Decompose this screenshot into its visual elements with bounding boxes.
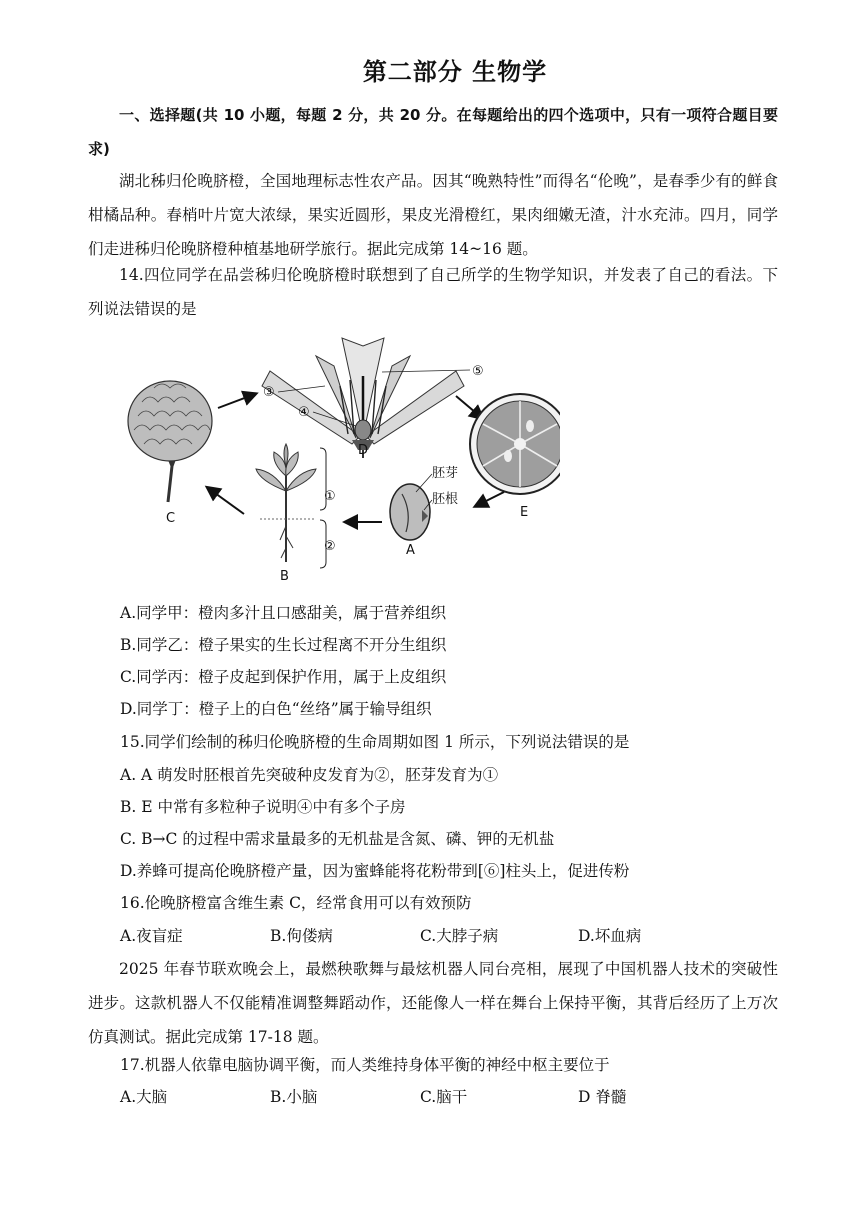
arrow-b-to-c <box>208 488 244 514</box>
question-14-stem: 14.四位同学在品尝秭归伦晚脐橙时联想到了自己所学的生物学知识，并发表了自己的看法。下列说法错误的是 <box>88 266 778 318</box>
q16-option-c: C.大脖子病 <box>420 927 499 945</box>
q14-option-c: C.同学丙：橙子皮起到保护作用，属于上皮组织 <box>120 668 447 686</box>
flower-d-illustration <box>262 338 464 458</box>
q15-option-a: A. A 萌发时胚根首先突破种皮发育为②，胚芽发育为① <box>120 766 499 784</box>
question-15-stem: 15.同学们绘制的秭归伦晚脐橙的生命周期如图 1 所示，下列说法错误的是 <box>120 733 630 751</box>
passage-2: 2025 年春节联欢晚会上，最燃秧歌舞与最炫机器人同台亮相，展现了中国机器人技术的突破性进步。这款机器人不仅能精准调整舞蹈动作，还能像人一样在舞台上保持平衡，其背后经历了上万次仿真测试。据此完成第 17-18 题。 <box>88 960 778 1046</box>
label-embryo-bud: 胚芽 <box>432 466 459 481</box>
label-c: C <box>166 511 176 526</box>
q14-option-d: D.同学丁：橙子上的白色“丝络”属于输导组织 <box>120 700 432 718</box>
page-title: 第二部分 生物学 <box>362 58 548 86</box>
q17-option-b: B.小脑 <box>270 1088 318 1106</box>
q15-option-d: D.养蜂可提高伦晚脐橙产量，因为蜜蜂能将花粉带到[⑥]柱头上，促进传粉 <box>120 862 630 880</box>
marker-2: ② <box>324 539 336 554</box>
q16-option-a: A.夜盲症 <box>120 927 183 945</box>
q14-option-b: B.同学乙：橙子果实的生长过程离不开分生组织 <box>120 636 447 654</box>
seedling-b-illustration <box>256 444 326 568</box>
q15-option-c: C. B→C 的过程中需求量最多的无机盐是含氮、磷、钾的无机盐 <box>120 830 555 848</box>
marker-1: ① <box>324 489 336 504</box>
q16-option-b: B.佝偻病 <box>270 927 333 945</box>
q17-option-d: D 脊髓 <box>578 1088 627 1106</box>
passage-1: 湖北秭归伦晚脐橙，全国地理标志性农产品。因其“晚熟特性”而得名“伦晚”，是春季少有的鲜食柑橘品种。春梢叶片宽大浓绿，果实近圆形，果皮光滑橙红，果肉细嫩无渣，汁水充沛。四月，同学们走进秭归伦晚脐橙种植基地研学旅行。据此完成第 14~16 题。 <box>88 172 778 258</box>
arrow-d-to-e <box>456 396 482 418</box>
life-cycle-diagram <box>120 326 560 588</box>
seed-a-illustration <box>390 484 430 540</box>
orange-e-illustration <box>470 394 560 494</box>
label-e: E <box>520 505 529 520</box>
marker-5: ⑤ <box>472 364 484 379</box>
label-b: B <box>280 569 289 584</box>
marker-4: ④ <box>298 405 310 420</box>
q14-option-a: A.同学甲：橙肉多汁且口感甜美，属于营养组织 <box>120 604 447 622</box>
marker-3: ③ <box>263 385 275 400</box>
arrow-c-to-d <box>218 394 255 408</box>
label-embryo-root: 胚根 <box>432 492 459 507</box>
arrow-e-to-a <box>476 492 504 506</box>
label-d: D <box>358 443 369 458</box>
section-heading: 一、选择题(共 10 小题，每题 2 分，共 20 分。在每题给出的四个选项中，只有一项符合题目要求) <box>88 106 778 158</box>
q17-option-c: C.脑干 <box>420 1088 468 1106</box>
question-17-stem: 17.机器人依靠电脑协调平衡，而人类维持身体平衡的神经中枢主要位于 <box>120 1056 610 1074</box>
question-16-stem: 16.伦晚脐橙富含维生素 C，经常食用可以有效预防 <box>120 894 472 912</box>
label-a: A <box>406 543 415 558</box>
tree-c-illustration <box>128 381 212 502</box>
orange-life-cycle-figure <box>120 326 560 588</box>
q17-option-a: A.大脑 <box>120 1088 168 1106</box>
q16-option-d: D.坏血病 <box>578 927 642 945</box>
q15-option-b: B. E 中常有多粒种子说明④中有多个子房 <box>120 798 406 816</box>
